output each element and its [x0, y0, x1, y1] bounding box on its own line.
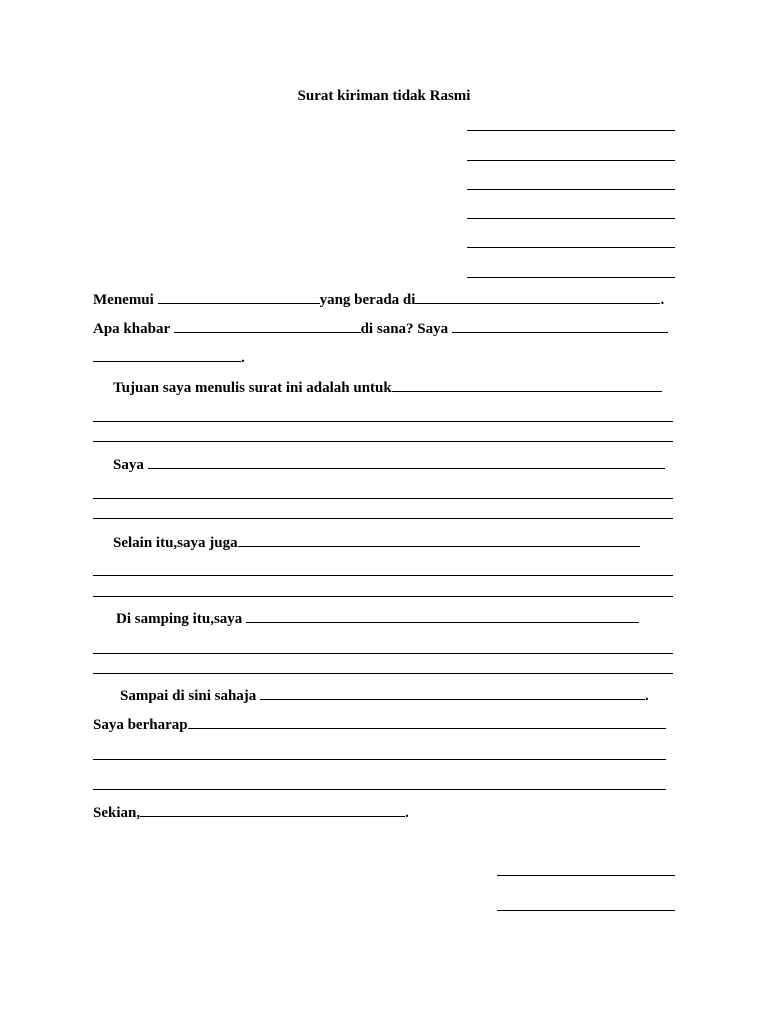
address-line[interactable]	[467, 218, 675, 219]
paragraph3-line[interactable]	[93, 596, 673, 597]
apa-khabar-blank-2[interactable]	[452, 319, 668, 333]
document-title: Surat kiriman tidak Rasmi	[297, 88, 471, 104]
paragraph1-line[interactable]	[93, 441, 673, 442]
paragraph2-lead	[113, 455, 665, 474]
apa-khabar-text-2: di sana? Saya	[360, 321, 452, 337]
paragraph2-line[interactable]	[93, 498, 673, 499]
apa-khabar-line	[93, 319, 668, 338]
paragraph2-line[interactable]	[93, 518, 673, 519]
address-line[interactable]	[467, 130, 675, 131]
signature-name-line[interactable]	[497, 910, 675, 911]
hope-line	[93, 715, 666, 734]
apa-khabar-blank-3[interactable]	[93, 348, 241, 362]
closing-blank[interactable]	[260, 686, 645, 700]
greeting-text-2: yang berada di	[319, 292, 416, 308]
paragraph3-line[interactable]	[93, 575, 673, 576]
address-line[interactable]	[467, 189, 675, 190]
recipient-place-blank[interactable]	[415, 290, 660, 304]
greeting-text-1: Menemui	[93, 292, 158, 308]
paragraph4-lead	[116, 609, 639, 628]
sekian-end: .	[405, 805, 409, 821]
recipient-name-blank[interactable]	[158, 290, 320, 304]
apa-khabar-blank[interactable]	[174, 319, 361, 333]
address-line[interactable]	[467, 247, 675, 248]
paragraph4-text: Di samping itu,saya	[116, 611, 247, 627]
paragraph1-line[interactable]	[93, 421, 673, 422]
signature-line[interactable]	[497, 875, 675, 876]
address-line[interactable]	[467, 277, 675, 278]
apa-khabar-continuation	[93, 348, 245, 367]
paragraph3-text: Selain itu,saya juga	[113, 535, 238, 551]
paragraph2-blank[interactable]	[148, 455, 665, 469]
closing-text: Sampai di sini sahaja	[120, 688, 261, 704]
greeting-end: .	[660, 292, 665, 308]
paragraph4-line[interactable]	[93, 653, 673, 654]
closing-end: .	[645, 688, 649, 704]
paragraph2-text: Saya	[113, 457, 148, 473]
hope-blank[interactable]	[188, 715, 666, 729]
hope-text: Saya berharap	[93, 717, 188, 733]
paragraph1-blank[interactable]	[392, 378, 662, 392]
greeting-line	[93, 290, 664, 309]
sekian-line	[93, 803, 409, 822]
paragraph4-blank[interactable]	[246, 609, 639, 623]
apa-khabar-end: .	[241, 350, 245, 366]
sekian-blank[interactable]	[140, 803, 405, 817]
paragraph1-text: Tujuan saya menulis surat ini adalah untuk	[113, 380, 392, 396]
paragraph1-lead	[113, 378, 662, 397]
paragraph3-blank[interactable]	[238, 533, 640, 547]
hope-line-3[interactable]	[93, 789, 666, 790]
closing-line	[120, 686, 649, 705]
sekian-text: Sekian,	[93, 805, 141, 821]
address-line[interactable]	[467, 160, 675, 161]
apa-khabar-text-1: Apa khabar	[93, 321, 174, 337]
paragraph4-line[interactable]	[93, 673, 673, 674]
hope-line-2[interactable]	[93, 759, 666, 760]
paragraph3-lead	[113, 533, 640, 552]
